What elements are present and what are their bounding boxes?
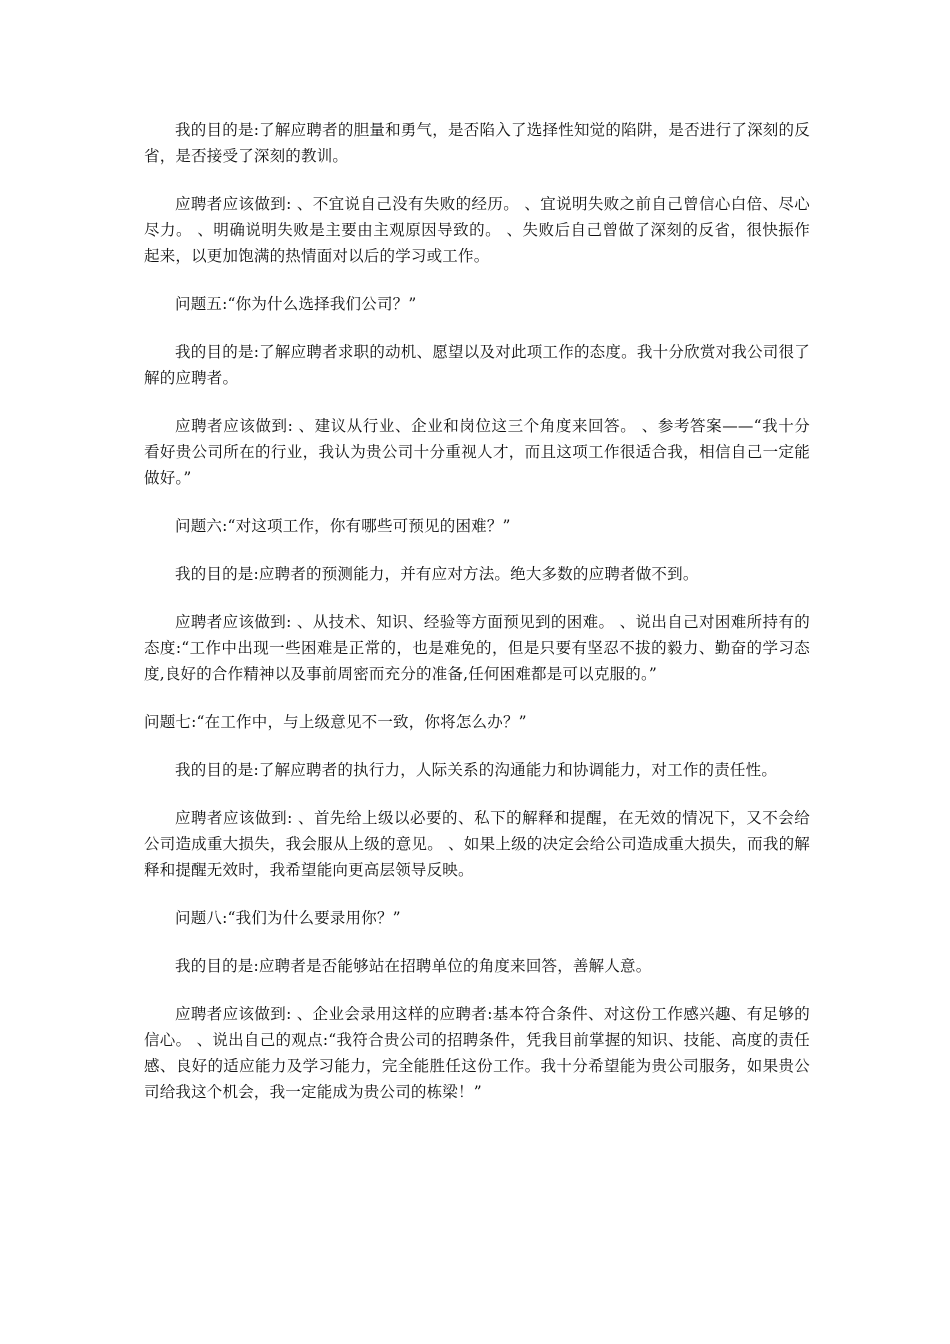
paragraph-answer-difficulties: 应聘者应该做到: 、从技术、知识、经验等方面预见到的困难。 、说出自己对困难所持有的态度:“工作中出现一些困难是正常的，也是难免的，但是只要有坚忍不拔的毅力、勤奋的学习态度,良好的合作精神以及事前周密而充分的准备,任何困难都是可以克服的。” [144, 613, 810, 683]
paragraph-purpose-execution: 我的目的是:了解应聘者的执行力，人际关系的沟通能力和协调能力，对工作的责任性。 [175, 761, 778, 779]
paragraph-answer-failure: 应聘者应该做到: 、不宜说自己没有失败的经历。 、宜说明失败之前自己曾信心白倍、尽心尽力。 、明确说明失败是主要由主观原因导致的。 、失败后自己曾做了深刻的反省，很快振作起来，以更加饱满的热情面对以后的学习或工作。 [144, 195, 810, 265]
question-six-heading: 问题六:“对这项工作，你有哪些可预见的困难？” [175, 517, 511, 535]
paragraph-answer-why-company: 应聘者应该做到: 、建议从行业、企业和岗位这三个角度来回答。 、参考答案——“我十分看好贵公司所在的行业，我认为贵公司十分重视人才，而且这项工作很适合我，相信自己一定能做好。” [144, 417, 810, 487]
paragraph-purpose-perspective: 我的目的是:应聘者是否能够站在招聘单位的角度来回答，善解人意。 [175, 957, 652, 975]
paragraph-answer-why-hire: 应聘者应该做到: 、企业会录用这样的应聘者:基本符合条件、对这份工作感兴趣、有足够的信心。 、说出自己的观点:“我符合贵公司的招聘条件，凭我目前掌握的知识、技能、高度的责任感、良好的适应能力及学习能力，完全能胜任这份工作。我十分希望能为贵公司服务，如果贵公司给我这个机会，我一定能成为贵公司的栋梁！” [144, 1005, 810, 1101]
paragraph-purpose-motivation: 我的目的是:了解应聘者求职的动机、愿望以及对此项工作的态度。我十分欣赏对我公司很了解的应聘者。 [144, 343, 810, 387]
question-seven-heading: 问题七:“在工作中，与上级意见不一致，你将怎么办？” [144, 713, 527, 731]
document-body [144, 117, 810, 1127]
paragraph-answer-disagreement: 应聘者应该做到: 、首先给上级以必要的、私下的解释和提醒，在无效的情况下，又不会给公司造成重大损失，我会服从上级的意见。 、如果上级的决定会给公司造成重大损失，而我的解释和提醒无效时，我希望能向更高层领导反映。 [144, 809, 810, 879]
question-eight-heading: 问题八:“我们为什么要录用你？” [175, 909, 401, 927]
paragraph-purpose-prediction: 我的目的是:应聘者的预测能力，并有应对方法。绝大多数的应聘者做不到。 [175, 565, 699, 583]
question-five-heading: 问题五:“你为什么选择我们公司？” [175, 295, 417, 313]
paragraph-purpose-courage: 我的目的是:了解应聘者的胆量和勇气，是否陷入了选择性知觉的陷阱，是否进行了深刻的反省，是否接受了深刻的教训。 [144, 121, 810, 165]
